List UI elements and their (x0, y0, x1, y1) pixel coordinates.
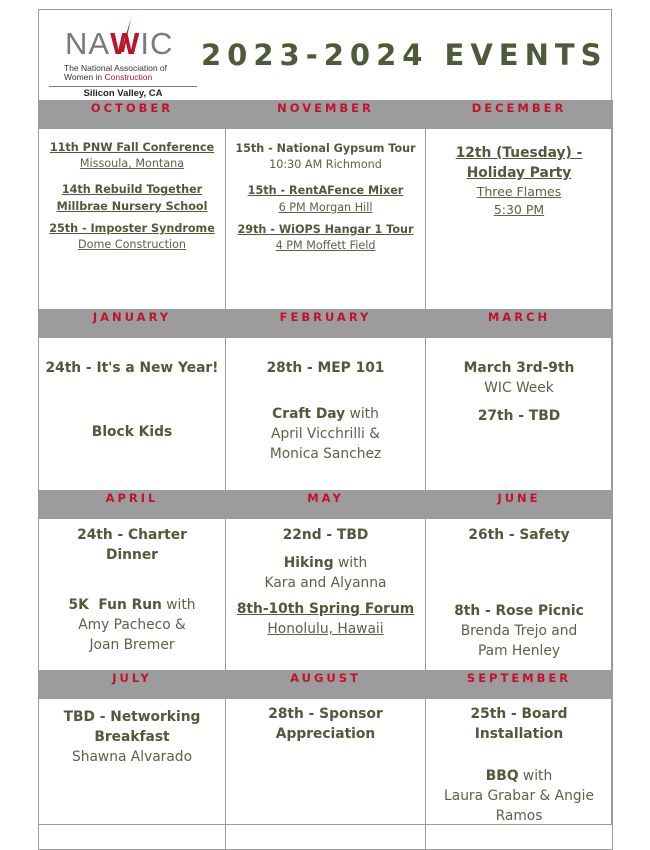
event-title (226, 404, 425, 424)
event-title: 26th - Safety (468, 527, 570, 543)
logo-letters-a: NA (65, 26, 111, 61)
event-title (226, 553, 425, 573)
event-name: Hiking (283, 555, 334, 571)
page-title: 2023-2024 EVENTS (201, 38, 608, 72)
month-header-june: JUNE (426, 491, 613, 519)
event-title (39, 595, 225, 615)
april-cell (39, 519, 226, 671)
event-title: March 3rd-9th (463, 360, 575, 376)
june-cell (426, 519, 613, 671)
event-title[interactable]: 14th Rebuild Together (61, 183, 203, 197)
month-header-august: AUGUST (226, 671, 426, 699)
month-header-january: JANUARY (39, 310, 226, 338)
month-header-april: APRIL (39, 491, 226, 519)
event-with: with (518, 768, 553, 784)
event-details: 10:30 AM Richmond (269, 158, 382, 172)
month-header-october: OCTOBER (39, 101, 226, 129)
logo-letter-w: W (110, 26, 141, 61)
event-title: 27th - TBD (477, 408, 561, 424)
month-header-september: SEPTEMBER (426, 671, 613, 699)
july-cell (39, 699, 226, 850)
logo-tagline-2 (64, 73, 152, 82)
month-header-march: MARCH (426, 310, 613, 338)
event-title: 24th - Charter (77, 527, 187, 543)
event-name: 5K Fun Run (68, 597, 162, 613)
event-title[interactable]: 11th PNW Fall Conference (49, 141, 215, 154)
month-header-may: MAY (226, 491, 426, 519)
event-host: Laura Grabar & Angie (444, 788, 594, 804)
october-cell (39, 129, 226, 310)
logo-wordmark (65, 28, 173, 59)
events-calendar (38, 100, 613, 850)
march-cell (426, 338, 613, 491)
event-details: WIC Week (484, 380, 554, 396)
event-title: TBD - Networking (63, 709, 201, 725)
event-name: BBQ (485, 768, 519, 784)
december-cell (426, 129, 613, 310)
event-details[interactable]: 6 PM Morgan Hill (278, 200, 373, 214)
event-title[interactable]: 8th-10th Spring Forum (236, 601, 415, 617)
january-cell (39, 338, 226, 491)
logo-tagline-1: The National Association of (64, 63, 168, 73)
logo-tagline-plain: Women in (64, 72, 103, 82)
event-title: 15th - National Gypsum Tour (235, 142, 416, 155)
event-title: Block Kids (91, 424, 173, 440)
august-cell (226, 699, 426, 850)
event-details[interactable]: 4 PM Moffett Field (275, 239, 376, 253)
event-host: Joan Bremer (89, 637, 175, 653)
event-host: Ramos (495, 808, 543, 824)
month-header-december: DECEMBER (426, 101, 613, 129)
event-host: Pam Henley (477, 643, 561, 659)
event-title (426, 766, 612, 786)
event-with: with (345, 406, 379, 422)
event-title: 28th - Sponsor (268, 706, 383, 722)
february-cell (226, 338, 426, 491)
event-location[interactable]: Missoula, Montana (79, 157, 185, 171)
event-with: with (333, 555, 368, 571)
event-location[interactable]: Three Flames (476, 184, 562, 199)
event-title[interactable]: Millbrae Nursery School (56, 199, 208, 213)
event-with: with (161, 597, 196, 613)
nawic-logo (49, 16, 199, 100)
header (39, 10, 611, 101)
may-cell (226, 519, 426, 671)
event-title: 25th - Board (470, 706, 568, 722)
events-sheet (38, 9, 612, 825)
event-title[interactable]: Holiday Party (466, 165, 572, 181)
event-title: Breakfast (94, 729, 170, 745)
logo-tagline-accent: Construction (104, 72, 153, 82)
event-host: April Vicchrilli & (271, 426, 380, 442)
logo-region: Silicon Valley, CA (83, 88, 163, 99)
event-name: Craft Day (272, 406, 346, 422)
event-host: Brenda Trejo and (460, 623, 578, 639)
event-title: 8th - Rose Picnic (454, 603, 584, 619)
event-title[interactable]: 12th (Tuesday) - (455, 145, 583, 161)
september-cell (426, 699, 613, 850)
event-host: Monica Sanchez (269, 446, 382, 462)
november-cell (226, 129, 426, 310)
event-host: Kara and Alyanna (264, 575, 387, 591)
event-location[interactable]: Dome Construction (77, 238, 187, 252)
event-title: 22nd - TBD (282, 527, 369, 543)
month-header-february: FEBRUARY (226, 310, 426, 338)
event-title[interactable]: 25th - Imposter Syndrome (49, 221, 215, 235)
event-host: Amy Pacheco & (78, 617, 186, 633)
event-title: 28th - MEP 101 (266, 360, 385, 376)
event-title: 24th - It's a New Year! (45, 360, 219, 376)
event-title[interactable]: 15th - RentAFence Mixer (247, 184, 404, 198)
month-header-november: NOVEMBER (226, 101, 426, 129)
event-host: Shawna Alvarado (71, 749, 193, 765)
month-header-july: JULY (39, 671, 226, 699)
event-title[interactable]: 29th - WiOPS Hangar 1 Tour (237, 222, 414, 236)
logo-letters-b: IC (140, 26, 174, 61)
event-title: Installation (474, 726, 564, 742)
event-time[interactable]: 5:30 PM (493, 202, 545, 218)
event-title: Dinner (106, 547, 158, 563)
event-title: Appreciation (275, 726, 376, 742)
event-location[interactable]: Honolulu, Hawaii (267, 621, 384, 637)
